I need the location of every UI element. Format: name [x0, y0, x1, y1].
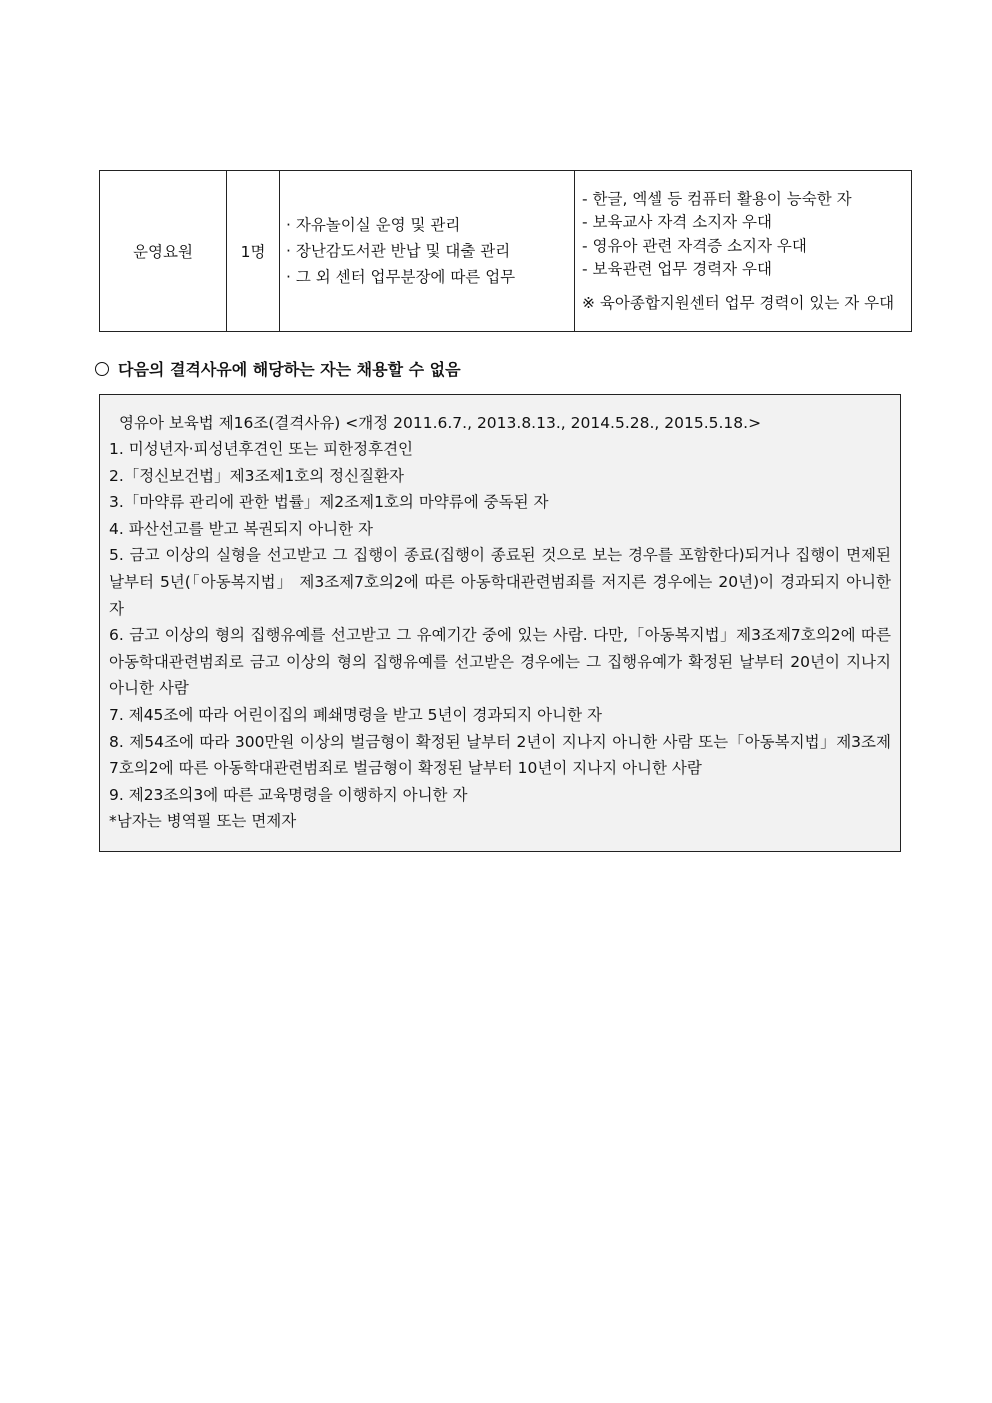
law-title: 영유아 보육법 제16조(결격사유) <개정 2011.6.7., 2013.8.13., 2014.5.28., 2015.5.18.>	[119, 414, 762, 432]
duty-item: · 장난감도서관 반납 및 대출 관리	[286, 242, 511, 260]
footnote: *남자는 병역필 또는 면제자	[109, 812, 297, 831]
list-item: 6. 금고 이상의 형의 집행유예를 선고받고 그 유예기간 중에 있는 사람. 다만,「아동복지법」제3조제7호의2에 따른 아동학대관련범죄로 금고 이상의 형의 집행유예를 선고받은 경우에는 그 집행유예가 확정된 날부터 20년이 지나지 아니한 사람	[109, 626, 891, 698]
qualification-item: - 보육교사 자격 소지자 우대	[582, 213, 773, 231]
duty-item: · 그 외 센터 업무분장에 따른 업무	[286, 268, 516, 286]
disqualification-heading	[95, 358, 461, 382]
heading-text: 다음의 결격사유에 해당하는 자는 채용할 수 없음	[118, 360, 461, 379]
duties-cell	[280, 171, 575, 332]
list-item: 2.「정신보건법」제3조제1호의 정신질환자	[109, 466, 405, 485]
list-item: 1. 미성년자·피성년후견인 또는 피한정후견인	[109, 440, 414, 458]
list-item: 8. 제54조에 따라 300만원 이상의 벌금형이 확정된 날부터 2년이 지나지 아니한 사람 또는「아동복지법」제3조제7호의2에 따른 아동학대관련범죄로 벌금형이 확정된 날부터 10년이 지나지 아니한 사람	[109, 732, 891, 778]
list-item: 7. 제45조에 따라 어린이집의 폐쇄명령을 받고 5년이 경과되지 아니한 자	[109, 705, 602, 724]
qualification-note: ※ 육아종합지원센터 업무 경력이 있는 자 우대	[582, 293, 895, 312]
headcount-cell: 1명	[227, 171, 280, 332]
list-item: 5. 금고 이상의 실형을 선고받고 그 집행이 종료(집행이 종료된 것으로 보는 경우를 포함한다)되거나 집행이 면제된 날부터 5년(「아동복지법」 제3조제7호의2에 따른 아동학대관련범죄를 저지른 경우에는 20년)이 경과되지 아니한 자	[109, 546, 891, 618]
job-position-table	[99, 170, 912, 332]
qualifications-cell	[575, 171, 912, 332]
table-row	[100, 171, 912, 332]
disqualification-box	[99, 394, 901, 852]
list-item: 4. 파산선고를 받고 복권되지 아니한 자	[109, 519, 374, 538]
circle-bullet-icon	[95, 362, 109, 376]
list-item: 3.「마약류 관리에 관한 법률」제2조제1호의 마약류에 중독된 자	[109, 493, 549, 512]
qualification-item: - 보육관련 업무 경력자 우대	[582, 260, 773, 278]
qualification-item: - 영유아 관련 자격증 소지자 우대	[582, 236, 807, 255]
list-item: 9. 제23조의3에 따른 교육명령을 이행하지 아니한 자	[109, 785, 468, 804]
role-cell: 운영요원	[100, 171, 227, 332]
qualification-item: - 한글, 엑셀 등 컴퓨터 활용이 능숙한 자	[582, 189, 852, 208]
duty-item: · 자유놀이실 운영 및 관리	[286, 216, 461, 234]
